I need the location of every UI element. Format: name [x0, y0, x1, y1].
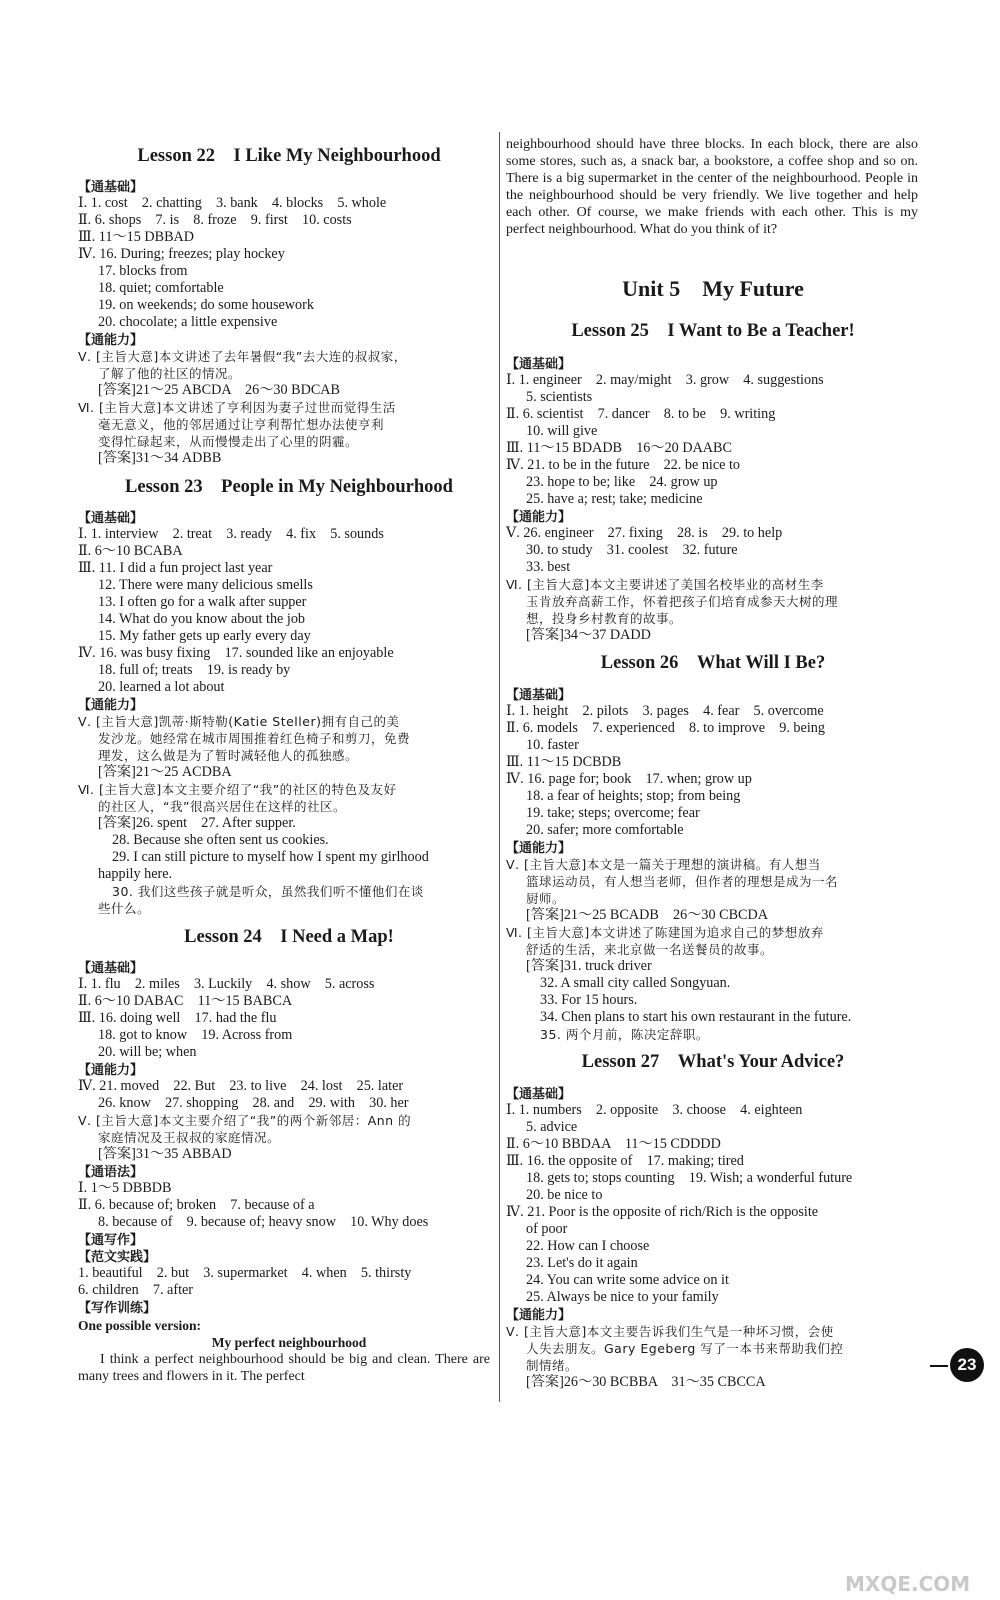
lesson-27-title: Lesson 27 What's Your Advice?	[581, 1052, 845, 1072]
answer-line: 20. will be; when	[98, 1044, 197, 1060]
answer-line: 18. full of; treats 19. is ready by	[98, 662, 291, 678]
answer-line: 14. What do you know about the job	[98, 611, 306, 627]
answer-line: Ⅰ. 1. numbers 2. opposite 3. choose 4. eighteen	[506, 1102, 803, 1118]
answer-line: 33. For 15 hours.	[540, 992, 638, 1008]
answer-line: 30. to study 31. coolest 32. future	[526, 542, 738, 558]
section-basic: 【通基础】	[506, 1086, 572, 1101]
answer-line: Ⅲ. 16. the opposite of 17. making; tired	[506, 1153, 744, 1169]
answer-line: Ⅳ. 16. During; freezes; play hockey	[78, 246, 285, 262]
essay-paragraph-continued: neighbourhood should have three blocks. In each block, there are also some stores, such as, a snack bar, a bookstore, a coffee shop and so on. There is a big supermarket in the center of the neighbourhood. People in the neighbourhood should be very friendly. We live together and help each other. Of course, we make friends with each other. This is my perfect neighbourhood. What do you think of it?	[506, 137, 918, 237]
summary-line: Ⅵ. [主旨大意]本文主要介绍了“我”的社区的特色及友好	[78, 782, 397, 797]
answer-line: 10. will give	[526, 423, 598, 439]
answer-line: Ⅴ. 26. engineer 27. fixing 28. is 29. to help	[506, 525, 783, 541]
lesson-22-title: Lesson 22 I Like My Neighbourhood	[137, 146, 441, 166]
answer-key: [答案]31～35 ABBAD	[98, 1146, 232, 1162]
answer-line: Ⅰ. 1. engineer 2. may/might 3. grow 4. suggestions	[506, 372, 824, 388]
answer-line: 8. because of 9. because of; heavy snow 10. Why does	[98, 1214, 429, 1230]
summary-line: 了解了他的社区的情况。	[98, 366, 242, 381]
section-grammar: 【通语法】	[78, 1164, 144, 1179]
answer-line: 23. hope to be; like 24. grow up	[526, 474, 718, 490]
summary-line: 变得忙碌起来，从而慢慢走出了心里的阴霾。	[98, 434, 359, 449]
answer-line: Ⅳ. 21. to be in the future 22. be nice to	[506, 457, 741, 473]
section-basic: 【通基础】	[78, 179, 144, 194]
possible-version-label: One possible version:	[78, 1318, 202, 1333]
answer-line: Ⅰ. 1. interview 2. treat 3. ready 4. fix 5. sounds	[78, 526, 384, 542]
summary-line: 毫无意义，他的邻居通过让亨利帮忙想办法使亨利	[98, 417, 385, 432]
answer-line: 34. Chen plans to start his own restaurant in the future.	[540, 1009, 852, 1025]
summary-line: 玉肯放弃高薪工作，怀着把孩子们培育成参天大树的理	[526, 594, 839, 609]
answer-line: 19. take; steps; overcome; fear	[526, 805, 700, 821]
summary-line: 厨师。	[526, 891, 566, 906]
summary-line: Ⅴ. [主旨大意]本文讲述了去年暑假“我”去大连的叔叔家，	[78, 349, 407, 364]
answer-line: Ⅲ. 11～15 DBBAD	[78, 229, 195, 245]
answer-key: [答案]31. truck driver	[526, 958, 652, 974]
answer-line: Ⅲ. 11. I did a fun project last year	[78, 560, 273, 576]
answer-line: 5. advice	[526, 1119, 578, 1135]
page-number-dash	[930, 1365, 948, 1367]
answer-line: Ⅱ. 6～10 BCABA	[78, 543, 183, 559]
answer-line: 18. gets to; stops counting 19. Wish; a wonderful future	[526, 1170, 853, 1186]
section-model: 【范文实践】	[78, 1249, 157, 1264]
summary-line: Ⅴ. [主旨大意]本文主要告诉我们生气是一种坏习惯，会使	[506, 1324, 834, 1339]
essay-paragraph: I think a perfect neighbourhood should be big and clean. There are many trees and flowers in it. The perfect	[78, 1352, 490, 1384]
section-ability: 【通能力】	[78, 697, 144, 712]
essay-title: My perfect neighbourhood	[211, 1335, 367, 1350]
summary-line: Ⅵ. [主旨大意]本文讲述了亨利因为妻子过世而觉得生活	[78, 400, 396, 415]
answer-line: 20. learned a lot about	[98, 679, 225, 695]
answer-key: [答案]21～25 BCADB 26～30 CBCDA	[526, 907, 768, 923]
answer-line: 18. got to know 19. Across from	[98, 1027, 293, 1043]
answer-line: 6. children 7. after	[78, 1282, 194, 1298]
summary-line: Ⅵ. [主旨大意]本文讲述了陈建国为追求自己的梦想放弃	[506, 925, 824, 940]
answer-line: Ⅱ. 6～10 BBDAA 11～15 CDDDD	[506, 1136, 721, 1152]
answer-line: 26. know 27. shopping 28. and 29. with 30. her	[98, 1095, 409, 1111]
summary-line: Ⅴ. [主旨大意]本文主要介绍了“我”的两个新邻居：Ann 的	[78, 1113, 412, 1128]
answer-line: Ⅲ. 11～15 DCBDB	[506, 754, 622, 770]
summary-line: Ⅴ. [主旨大意]凯蒂·斯特勒(Katie Steller)拥有自己的美	[78, 714, 400, 729]
lesson-25-title: Lesson 25 I Want to Be a Teacher!	[571, 321, 855, 341]
section-basic: 【通基础】	[506, 356, 572, 371]
summary-line: 发沙龙。她经常在城市周围推着红色椅子和剪刀，免费	[98, 731, 411, 746]
lesson-23-title: Lesson 23 People in My Neighbourhood	[125, 477, 453, 497]
answer-line: 33. best	[526, 559, 571, 575]
lesson-24-title: Lesson 24 I Need a Map!	[184, 927, 394, 947]
answer-line: Ⅰ. 1. flu 2. miles 3. Luckily 4. show 5. across	[78, 976, 375, 992]
answer-line: 35. 两个月前，陈决定辞职。	[540, 1027, 709, 1042]
answer-line: 25. Always be nice to your family	[526, 1289, 719, 1305]
section-ability: 【通能力】	[78, 1062, 144, 1077]
answer-line: 22. How can I choose	[526, 1238, 650, 1254]
summary-line: 的社区人，“我”很高兴居住在这样的社区。	[98, 799, 346, 814]
answer-line: 13. I often go for a walk after supper	[98, 594, 307, 610]
answer-line: 15. My father gets up early every day	[98, 628, 311, 644]
answer-line: Ⅲ. 16. doing well 17. had the flu	[78, 1010, 277, 1026]
answer-line: 17. blocks from	[98, 263, 188, 279]
answer-line: 30. 我们这些孩子就是听众，虽然我们听不懂他们在谈	[112, 884, 424, 899]
section-ability: 【通能力】	[506, 509, 572, 524]
answer-line: Ⅲ. 11～15 BDADB 16～20 DAABC	[506, 440, 732, 456]
section-basic: 【通基础】	[506, 687, 572, 702]
section-ability: 【通能力】	[506, 840, 572, 855]
summary-line: Ⅴ. [主旨大意]本文是一篇关于理想的演讲稿。有人想当	[506, 857, 821, 872]
answer-key: [答案]21～25 ACDBA	[98, 764, 232, 780]
answer-line: 20. chocolate; a little expensive	[98, 314, 278, 330]
answer-line: 18. a fear of heights; stop; from being	[526, 788, 741, 804]
column-divider	[499, 132, 500, 1402]
answer-line: 29. I can still picture to myself how I spent my girlhood	[112, 849, 429, 865]
answer-line: 20. be nice to	[526, 1187, 603, 1203]
section-basic: 【通基础】	[78, 510, 144, 525]
lesson-26-title: Lesson 26 What Will I Be?	[600, 653, 826, 673]
answer-line: 10. faster	[526, 737, 579, 753]
summary-line: 理发，这么做是为了暂时减轻他人的孤独感。	[98, 748, 359, 763]
answer-line: 1. beautiful 2. but 3. supermarket 4. when 5. thirsty	[78, 1265, 412, 1281]
answer-line: 19. on weekends; do some housework	[98, 297, 314, 313]
summary-line: 人失去朋友。Gary Egeberg 写了一本书来帮助我们控	[526, 1341, 844, 1356]
page-number: 23	[950, 1348, 984, 1382]
summary-line: 篮球运动员，有人想当老师，但作者的理想是成为一名	[526, 874, 839, 889]
answer-key: [答案]34～37 DADD	[526, 627, 651, 643]
answer-line: 23. Let's do it again	[526, 1255, 638, 1271]
section-basic: 【通基础】	[78, 960, 144, 975]
summary-line: 家庭情况及王叔叔的家庭情况。	[98, 1130, 281, 1145]
summary-line: Ⅵ. [主旨大意]本文主要讲述了美国名校毕业的高材生李	[506, 577, 824, 592]
answer-line: 18. quiet; comfortable	[98, 280, 224, 296]
answer-line: Ⅳ. 21. Poor is the opposite of rich/Rich is the opposite	[506, 1204, 819, 1220]
unit-title: Unit 5 My Future	[622, 276, 804, 301]
answer-line: of poor	[526, 1221, 568, 1237]
answer-line: Ⅰ. 1. cost 2. chatting 3. bank 4. blocks 5. whole	[78, 195, 387, 211]
answer-line: Ⅱ. 6. shops 7. is 8. froze 9. first 10. costs	[78, 212, 352, 228]
answer-line: 12. There were many delicious smells	[98, 577, 313, 593]
answer-line: 25. have a; rest; take; medicine	[526, 491, 703, 507]
summary-line: 制情绪。	[526, 1358, 579, 1373]
answer-line: 20. safer; more comfortable	[526, 822, 684, 838]
answer-key: [答案]31～34 ADBB	[98, 450, 222, 466]
answer-line: Ⅱ. 6. models 7. experienced 8. to improve 9. being	[506, 720, 825, 736]
summary-line: 想，投身乡村教育的故事。	[526, 611, 683, 626]
answer-line: 32. A small city called Songyuan.	[540, 975, 731, 991]
answer-line: Ⅱ. 6. scientist 7. dancer 8. to be 9. writing	[506, 406, 776, 422]
answer-key: [答案]26. spent 27. After supper.	[98, 815, 296, 831]
answer-line: Ⅱ. 6～10 DABAC 11～15 BABCA	[78, 993, 293, 1009]
answer-line: Ⅰ. 1. height 2. pilots 3. pages 4. fear 5. overcome	[506, 703, 824, 719]
section-ability: 【通能力】	[78, 332, 144, 347]
section-writing: 【通写作】	[78, 1232, 144, 1247]
answer-line: 些什么。	[98, 901, 151, 916]
summary-line: 舒适的生活，来北京做一名送餐员的故事。	[526, 942, 774, 957]
answer-line: Ⅳ. 16. was busy fixing 17. sounded like an enjoyable	[78, 645, 394, 661]
section-ability: 【通能力】	[506, 1307, 572, 1322]
answer-line: Ⅳ. 21. moved 22. But 23. to live 24. lost 25. later	[78, 1078, 404, 1094]
section-training: 【写作训练】	[78, 1300, 157, 1315]
answer-line: Ⅳ. 16. page for; book 17. when; grow up	[506, 771, 752, 787]
answer-line: happily here.	[98, 866, 173, 882]
site-watermark: MXQE.COM	[845, 1572, 971, 1596]
answer-line: Ⅱ. 6. because of; broken 7. because of a	[78, 1197, 315, 1213]
answer-line: 24. You can write some advice on it	[526, 1272, 729, 1288]
answer-line: 28. Because she often sent us cookies.	[112, 832, 329, 848]
answer-key: [答案]26～30 BCBBA 31～35 CBCCA	[526, 1374, 766, 1390]
answer-line: 5. scientists	[526, 389, 593, 405]
answer-line: Ⅰ. 1～5 DBBDB	[78, 1180, 172, 1196]
answer-key: [答案]21～25 ABCDA 26～30 BDCAB	[98, 382, 340, 398]
